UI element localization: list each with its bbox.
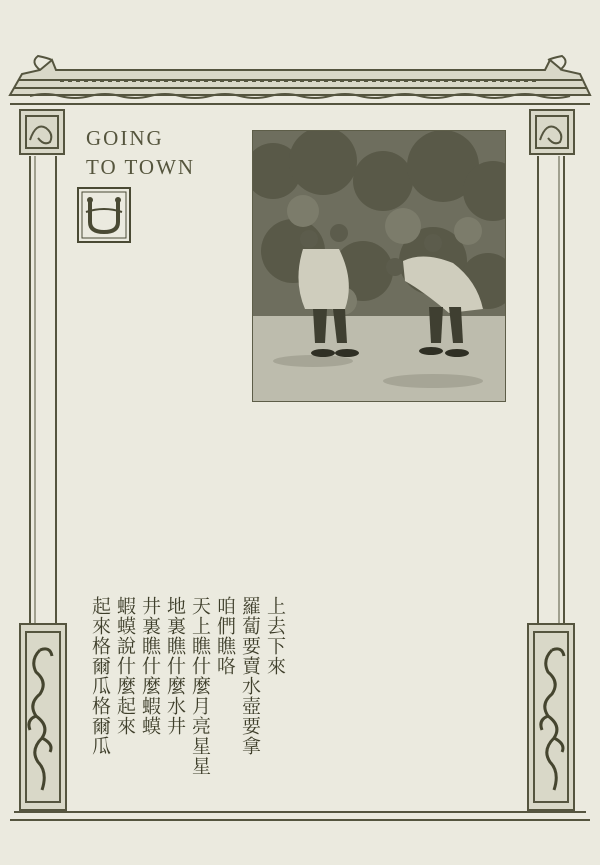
verse-line: 起來格爾瓜格爾瓜: [89, 596, 111, 756]
roof-ornament: [10, 56, 590, 104]
verse-line: 上去下來: [264, 596, 286, 676]
verse-line: 天上瞧什麼月亮星星: [189, 596, 211, 776]
left-pillar: [20, 110, 66, 810]
verse-line: 井裏瞧什麼蝦蟆: [139, 596, 161, 736]
verse-line: 蝦蟆說什麼起來: [114, 596, 136, 736]
chinese-verse: [76, 596, 286, 796]
title-line-1: GOING: [86, 126, 164, 150]
base-ornament: [10, 812, 590, 820]
verse-line: 咱們瞧咯: [214, 596, 236, 676]
knot-emblem-icon: [76, 186, 132, 244]
page-title: [86, 124, 195, 182]
verse-line: 羅蔔要賣水壺要拿: [239, 596, 261, 756]
title-line-2: TO TOWN: [86, 155, 196, 179]
verse-line: 地裏瞧什麼水井: [164, 596, 186, 736]
right-pillar: [528, 110, 574, 810]
photograph: [252, 130, 506, 402]
